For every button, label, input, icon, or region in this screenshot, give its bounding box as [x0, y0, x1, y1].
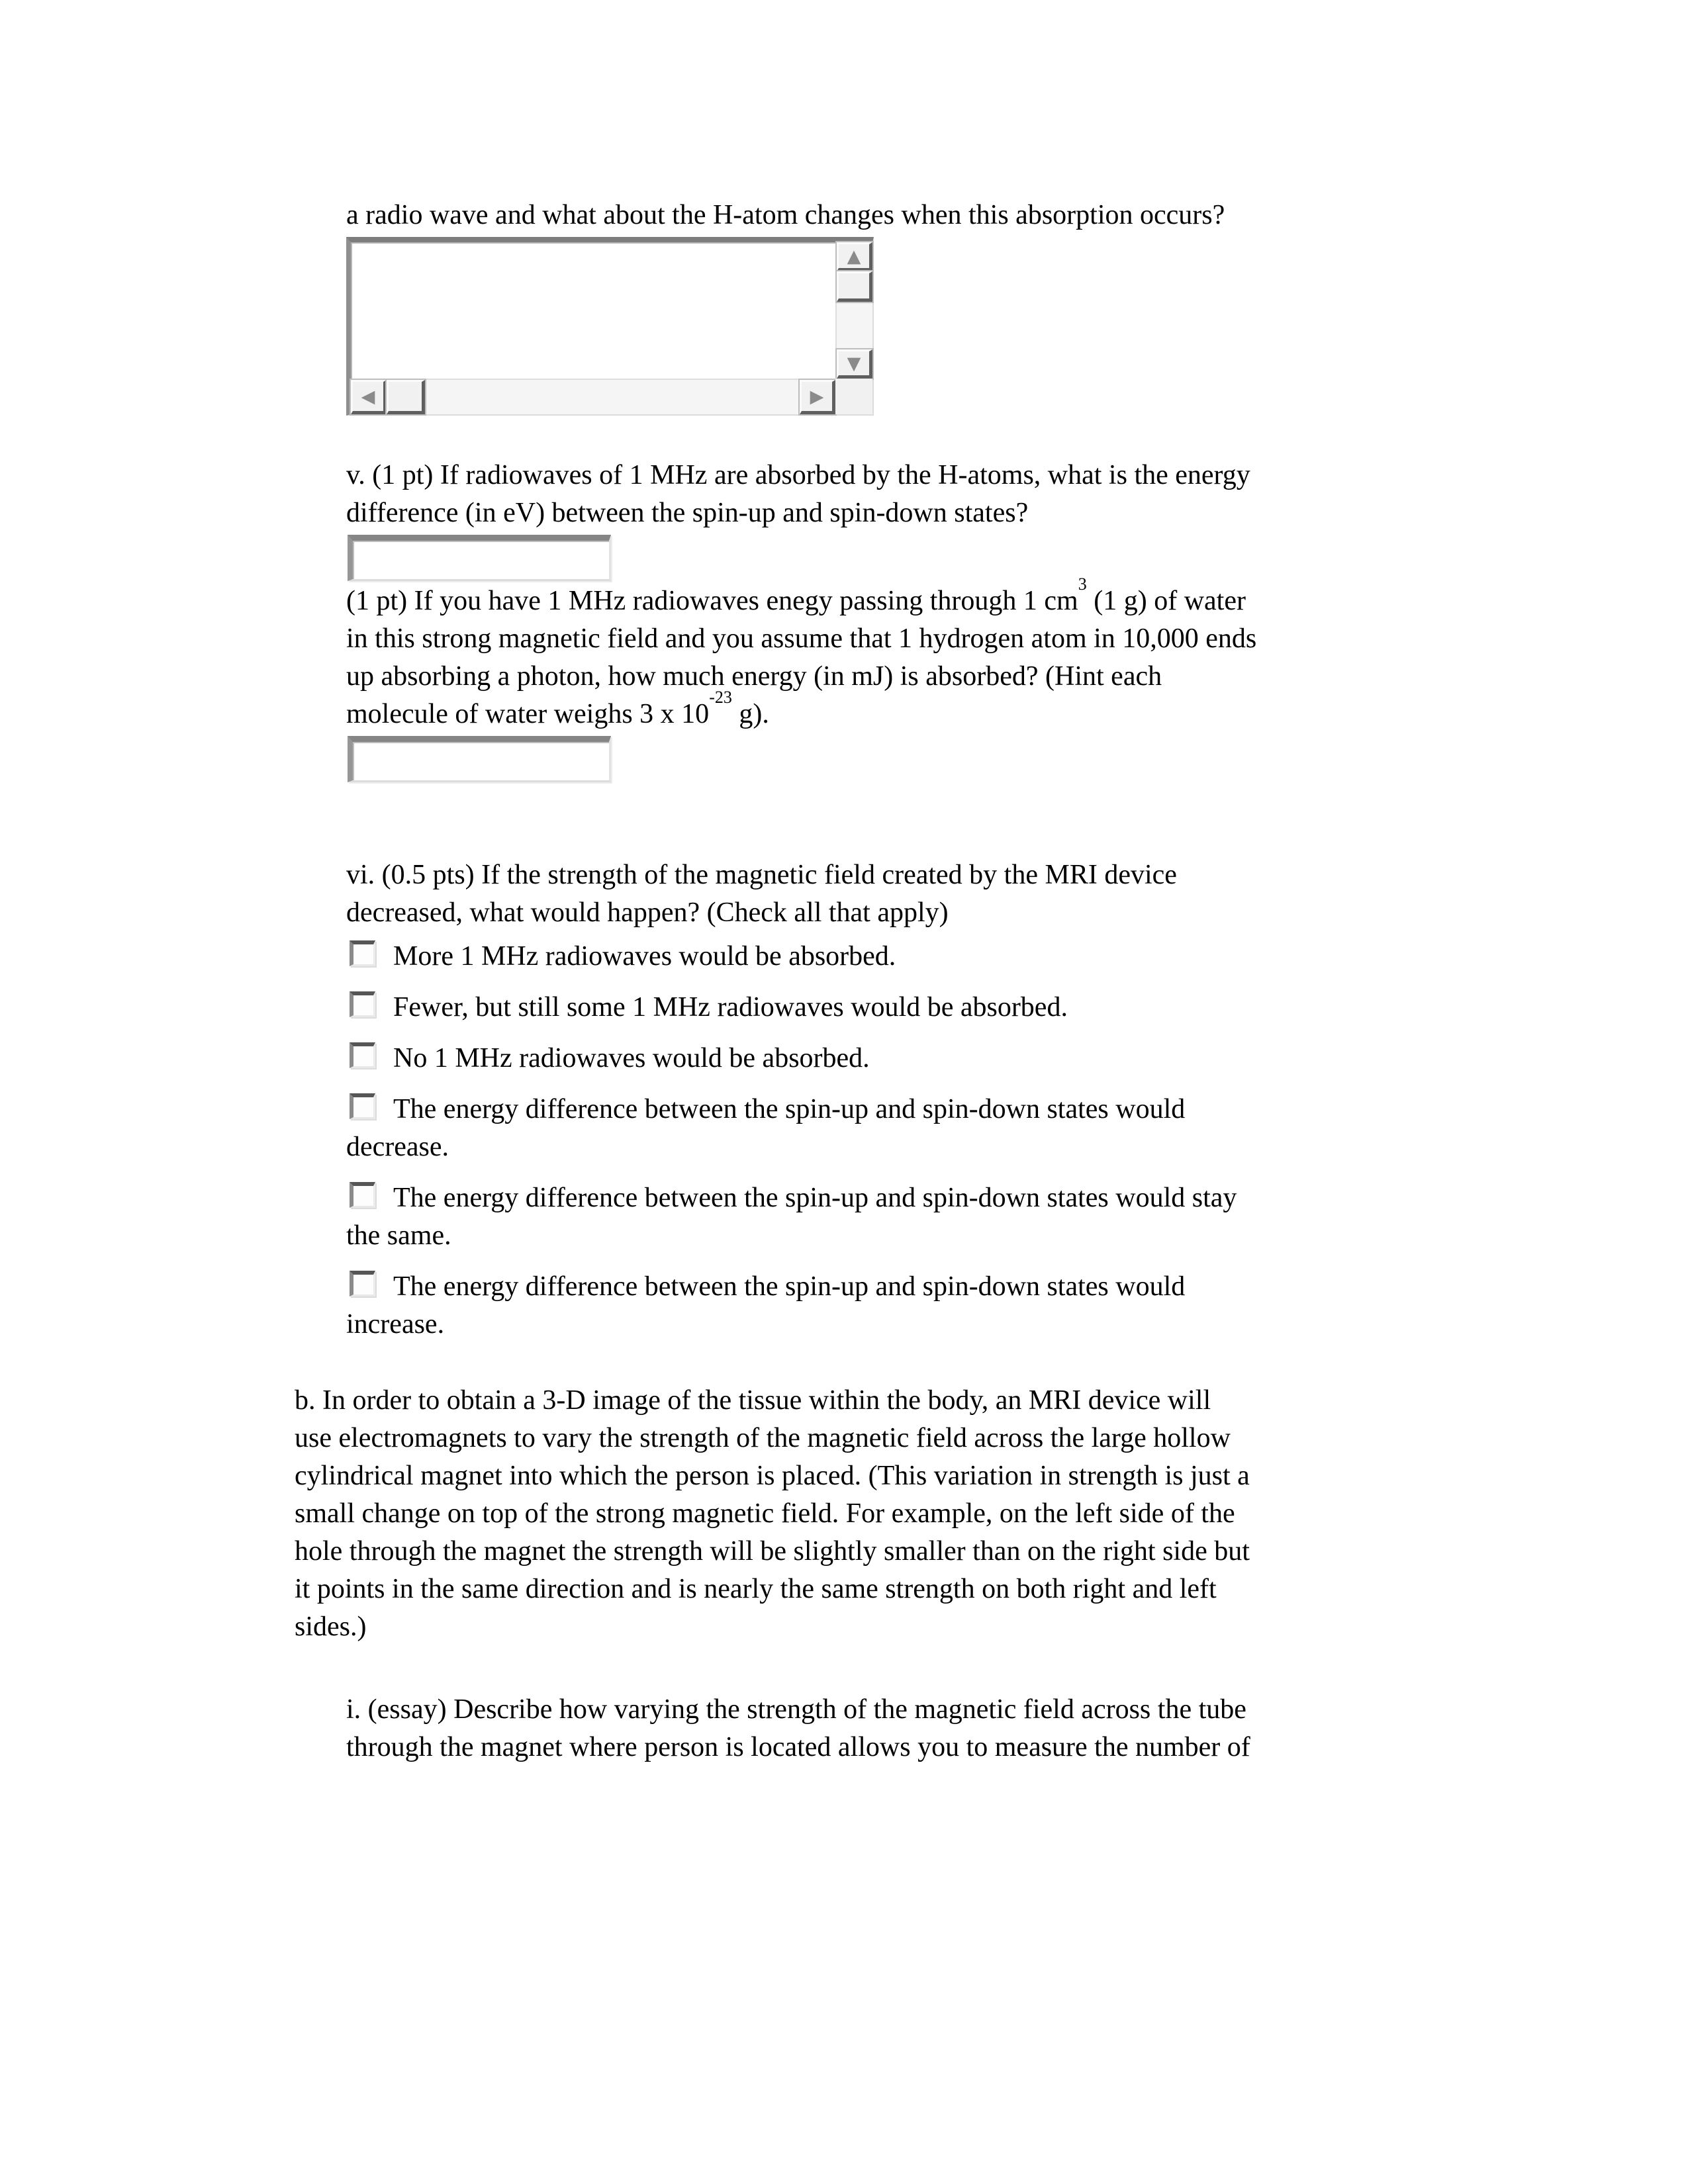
horizontal-scrollbar[interactable]	[351, 379, 835, 414]
horizontal-scrollbar-thumb[interactable]	[387, 380, 425, 414]
question-water-line3: up absorbing a photon, how much energy (in mJ) is absorbed? (Hint each	[346, 661, 1162, 692]
question-vi-options	[346, 938, 1237, 1357]
question-v-line1: v. (1 pt) If radiowaves of 1 MHz are absorbed by the H-atoms, what is the energy	[346, 460, 1250, 490]
question-i	[346, 1691, 1250, 1766]
question-water-line4-pre: molecule of water weighs 3 x 10	[346, 699, 710, 729]
option-row-none-absorbed	[346, 1040, 1237, 1077]
question-i-line1: i. (essay) Describe how varying the strength of the magnetic field across the tube	[346, 1694, 1246, 1725]
option-row-fewer-absorbed	[346, 989, 1237, 1026]
question-i-line2: through the magnet where person is located allows you to measure the number of	[346, 1732, 1250, 1762]
option-row-more-absorbed	[346, 938, 1237, 976]
vertical-scrollbar-thumb[interactable]	[837, 271, 872, 302]
paragraph-b	[295, 1382, 1250, 1646]
option-label: Fewer, but still some 1 MHz radiowaves would be absorbed.	[393, 992, 1068, 1023]
superscript-3: 3	[1078, 574, 1087, 594]
essay-answer-box[interactable]	[346, 237, 874, 416]
question-water-line4-post: g).	[731, 699, 769, 729]
option-first-line	[346, 938, 1237, 976]
question-water-line4	[346, 688, 1256, 733]
scroll-up-button[interactable]	[837, 242, 872, 271]
paragraph-b-line2: use electromagnets to vary the strength of the magnetic field across the large hollow	[295, 1423, 1231, 1453]
scroll-down-icon: ▼	[847, 353, 861, 374]
question-vi	[346, 856, 1177, 932]
option-row-energy-increase	[346, 1268, 1237, 1343]
option-label: The energy difference between the spin-up and spin-down states would	[393, 1094, 1186, 1124]
vertical-scrollbar[interactable]	[835, 242, 872, 379]
checkbox-energy-same[interactable]	[350, 1182, 375, 1208]
option-first-line	[346, 989, 1237, 1026]
paragraph-b-line6: it points in the same direction and is nearly the same strength on both right and left	[295, 1574, 1217, 1604]
question-v-line2: difference (in eV) between the spin-up and spin-down states?	[346, 498, 1029, 528]
answer-field-mj[interactable]	[348, 736, 611, 782]
question-water	[346, 574, 1257, 733]
scroll-left-button[interactable]	[351, 380, 387, 414]
option-first-line	[346, 1040, 1237, 1077]
paragraph-b-line5: hole through the magnet the strength will be slightly smaller than on the right side but	[295, 1536, 1250, 1567]
question-v	[346, 457, 1250, 532]
scroll-up-icon: ▲	[847, 246, 861, 267]
option-wrap-line: the same.	[346, 1220, 451, 1251]
option-first-line	[346, 1268, 1237, 1306]
scroll-down-button[interactable]	[837, 349, 872, 379]
scroll-right-button[interactable]	[800, 380, 835, 414]
paragraph-b-line3: cylindrical magnet into which the person is placed. (This variation in strength is just a	[295, 1461, 1250, 1491]
option-wrap-line: decrease.	[346, 1132, 449, 1162]
question-water-line1	[346, 574, 1256, 620]
question-water-line1-pre: (1 pt) If you have 1 MHz radiowaves enegy passing through 1 cm	[346, 586, 1078, 616]
question-vi-line1: vi. (0.5 pts) If the strength of the magnetic field created by the MRI device	[346, 860, 1177, 890]
vertical-scrollbar-track[interactable]	[837, 302, 872, 349]
question-water-line1-post: (1 g) of water	[1086, 586, 1246, 616]
checkbox-more-absorbed[interactable]	[350, 940, 375, 966]
paragraph-b-line1: b. In order to obtain a 3-D image of the tissue within the body, an MRI device will	[295, 1385, 1211, 1416]
horizontal-scrollbar-track[interactable]	[425, 380, 800, 414]
scroll-right-icon: ▶	[810, 386, 824, 407]
option-label: The energy difference between the spin-up and spin-down states would	[393, 1271, 1186, 1302]
option-label: More 1 MHz radiowaves would be absorbed.	[393, 941, 896, 972]
checkbox-fewer-absorbed[interactable]	[350, 991, 375, 1017]
continuation-question-text: a radio wave and what about the H-atom changes when this absorption occurs?	[346, 200, 1225, 230]
checkbox-energy-decrease[interactable]	[350, 1093, 375, 1119]
question-water-line2: in this strong magnetic field and you assume that 1 hydrogen atom in 10,000 ends	[346, 623, 1257, 654]
superscript-minus-23: -23	[709, 688, 732, 707]
option-label: The energy difference between the spin-up and spin-down states would stay	[393, 1183, 1237, 1213]
paragraph-b-line4: small change on top of the strong magnetic field. For example, on the left side of the	[295, 1498, 1235, 1529]
checkbox-energy-increase[interactable]	[350, 1271, 375, 1297]
option-row-energy-decrease	[346, 1091, 1237, 1166]
option-wrap-line: increase.	[346, 1309, 445, 1340]
paragraph-b-line7: sides.)	[295, 1612, 367, 1642]
option-row-energy-same	[346, 1179, 1237, 1255]
scrollbar-corner	[835, 379, 872, 414]
continuation-question	[346, 197, 1225, 234]
option-first-line	[346, 1091, 1237, 1128]
scroll-left-icon: ◀	[361, 386, 375, 407]
option-first-line	[346, 1179, 1237, 1217]
option-label: No 1 MHz radiowaves would be absorbed.	[393, 1043, 870, 1073]
question-vi-line2: decreased, what would happen? (Check all that apply)	[346, 897, 949, 928]
answer-field-ev[interactable]	[348, 535, 611, 581]
checkbox-none-absorbed[interactable]	[350, 1042, 375, 1068]
